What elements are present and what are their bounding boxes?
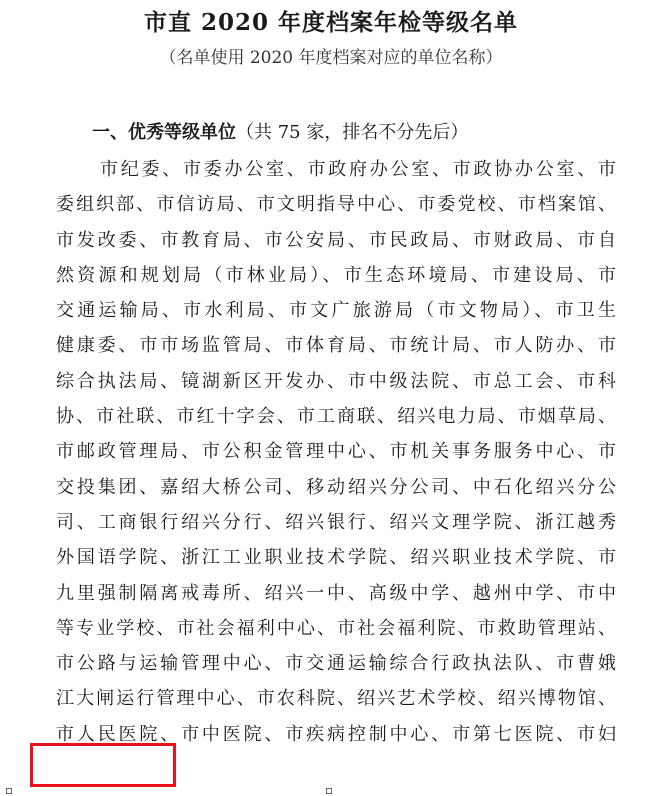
page-center-mark	[326, 788, 332, 794]
section-heading	[92, 120, 468, 146]
unit-list-line: 司、工商银行绍兴分行、绍兴银行、绍兴文理学院、浙江越秀	[56, 511, 616, 533]
unit-list-line: 交投集团、嘉绍大桥公司、移动绍兴分公司、中石化绍兴分公	[56, 476, 616, 498]
document-subtitle: （名单使用 2020 年度档案对应的单位名称）	[159, 48, 503, 68]
section-heading-main: 一、优秀等级单位	[92, 122, 236, 143]
unit-list-line: 江大闸运行管理中心、市农科院、绍兴艺术学校、绍兴博物馆、	[56, 688, 616, 710]
unit-list-line: 然资源和规划局（市林业局）、市生态环境局、市建设局、市	[56, 264, 616, 286]
unit-list-line: 外国语学院、浙江工业职业技术学院、绍兴职业技术学院、市	[56, 547, 616, 569]
unit-list-line: 市邮政管理局、市公积金管理中心、市机关事务服务中心、市	[56, 441, 616, 463]
unit-list-line: 协、市社联、市红十字会、市工商联、绍兴电力局、市烟草局、	[56, 406, 616, 428]
page-edge-marks	[0, 788, 662, 796]
unit-list-line: 委组织部、市信访局、市文明指导中心、市委党校、市档案馆、	[56, 194, 616, 216]
unit-list-line: 等专业学校、市社会福利中心、市社会福利院、市救助管理站、	[56, 617, 616, 639]
page-corner-mark	[6, 788, 12, 794]
unit-list	[56, 152, 616, 752]
unit-list-line: 健康委、市市场监管局、市体育局、市统计局、市人防办、市	[56, 335, 616, 357]
unit-list-line: 市发改委、市教育局、市公安局、市民政局、市财政局、市自	[56, 229, 616, 251]
unit-list-line: 交通运输局、市水利局、市文广旅游局（市文物局）、市卫生	[56, 300, 616, 322]
unit-list-line: 市人民医院、市中医院、市疾病控制中心、市第七医院、市妇	[56, 723, 616, 745]
unit-list-line: 市纪委、市委办公室、市政府办公室、市政协办公室、市	[100, 159, 616, 180]
unit-list-line: 市公路与运输管理中心、市交通运输综合行政执法队、市曹娥	[56, 653, 616, 675]
unit-list-line: 九里强制隔离戒毒所、绍兴一中、高级中学、越州中学、市中	[56, 582, 616, 604]
document-title: 市直 2020 年度档案年检等级名单	[143, 9, 519, 36]
unit-list-line: 综合执法局、镜湖新区开发办、市中级法院、市总工会、市科	[56, 370, 616, 392]
section-heading-count: （共 75 家，排名不分先后）	[236, 122, 469, 143]
